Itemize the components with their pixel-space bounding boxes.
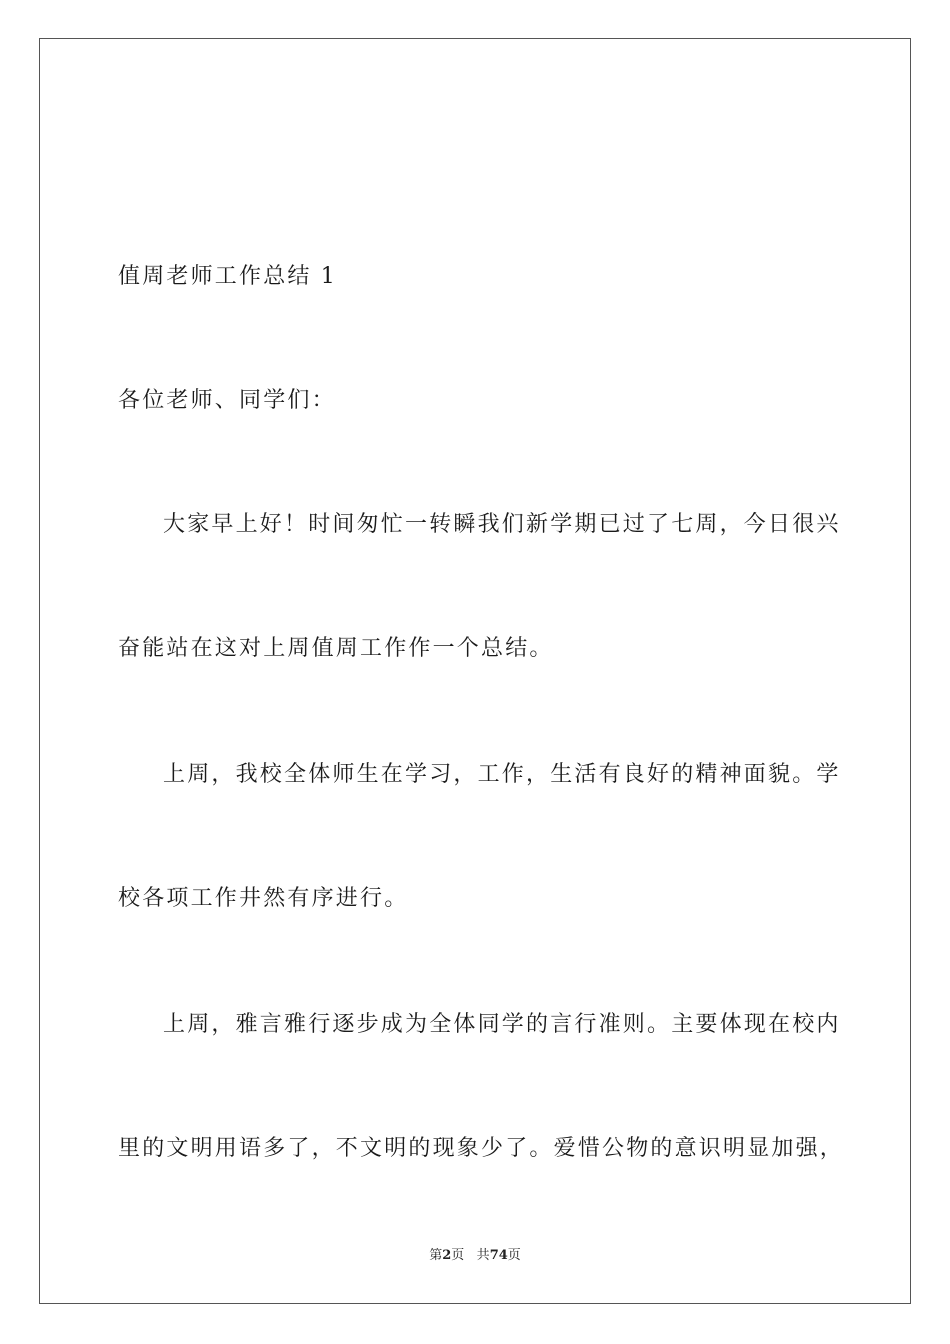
page-border — [39, 38, 911, 1304]
paragraph-2-line-2: 校各项工作井然有序进行。 — [118, 886, 409, 911]
paragraph-1-line-2: 奋能站在这对上周值周工作作一个总结。 — [118, 636, 554, 661]
footer-total-suffix: 页 — [507, 1248, 521, 1263]
footer-page-number: 2 — [442, 1248, 452, 1263]
paragraph-1-line-1: 大家早上好！时间匆忙一转瞬我们新学期已过了七周，今日很兴 — [163, 512, 841, 537]
footer-page-prefix: 第 — [429, 1248, 443, 1263]
paragraph-3-line-2: 里的文明用语多了，不文明的现象少了。爱惜公物的意识明显加强， — [118, 1136, 845, 1161]
paragraph-2-line-1: 上周，我校全体师生在学习，工作，生活有良好的精神面貌。学 — [163, 762, 841, 787]
footer-total-prefix: 共 — [476, 1248, 490, 1263]
footer-total-pages: 74 — [489, 1248, 508, 1263]
document-title: 值周老师工作总结 1 — [118, 264, 337, 289]
salutation: 各位老师、同学们： — [118, 388, 336, 413]
page-footer — [0, 1247, 950, 1265]
paragraph-3-line-1: 上周，雅言雅行逐步成为全体同学的言行准则。主要体现在校内 — [163, 1012, 841, 1037]
footer-page-suffix: 页 — [451, 1248, 465, 1263]
